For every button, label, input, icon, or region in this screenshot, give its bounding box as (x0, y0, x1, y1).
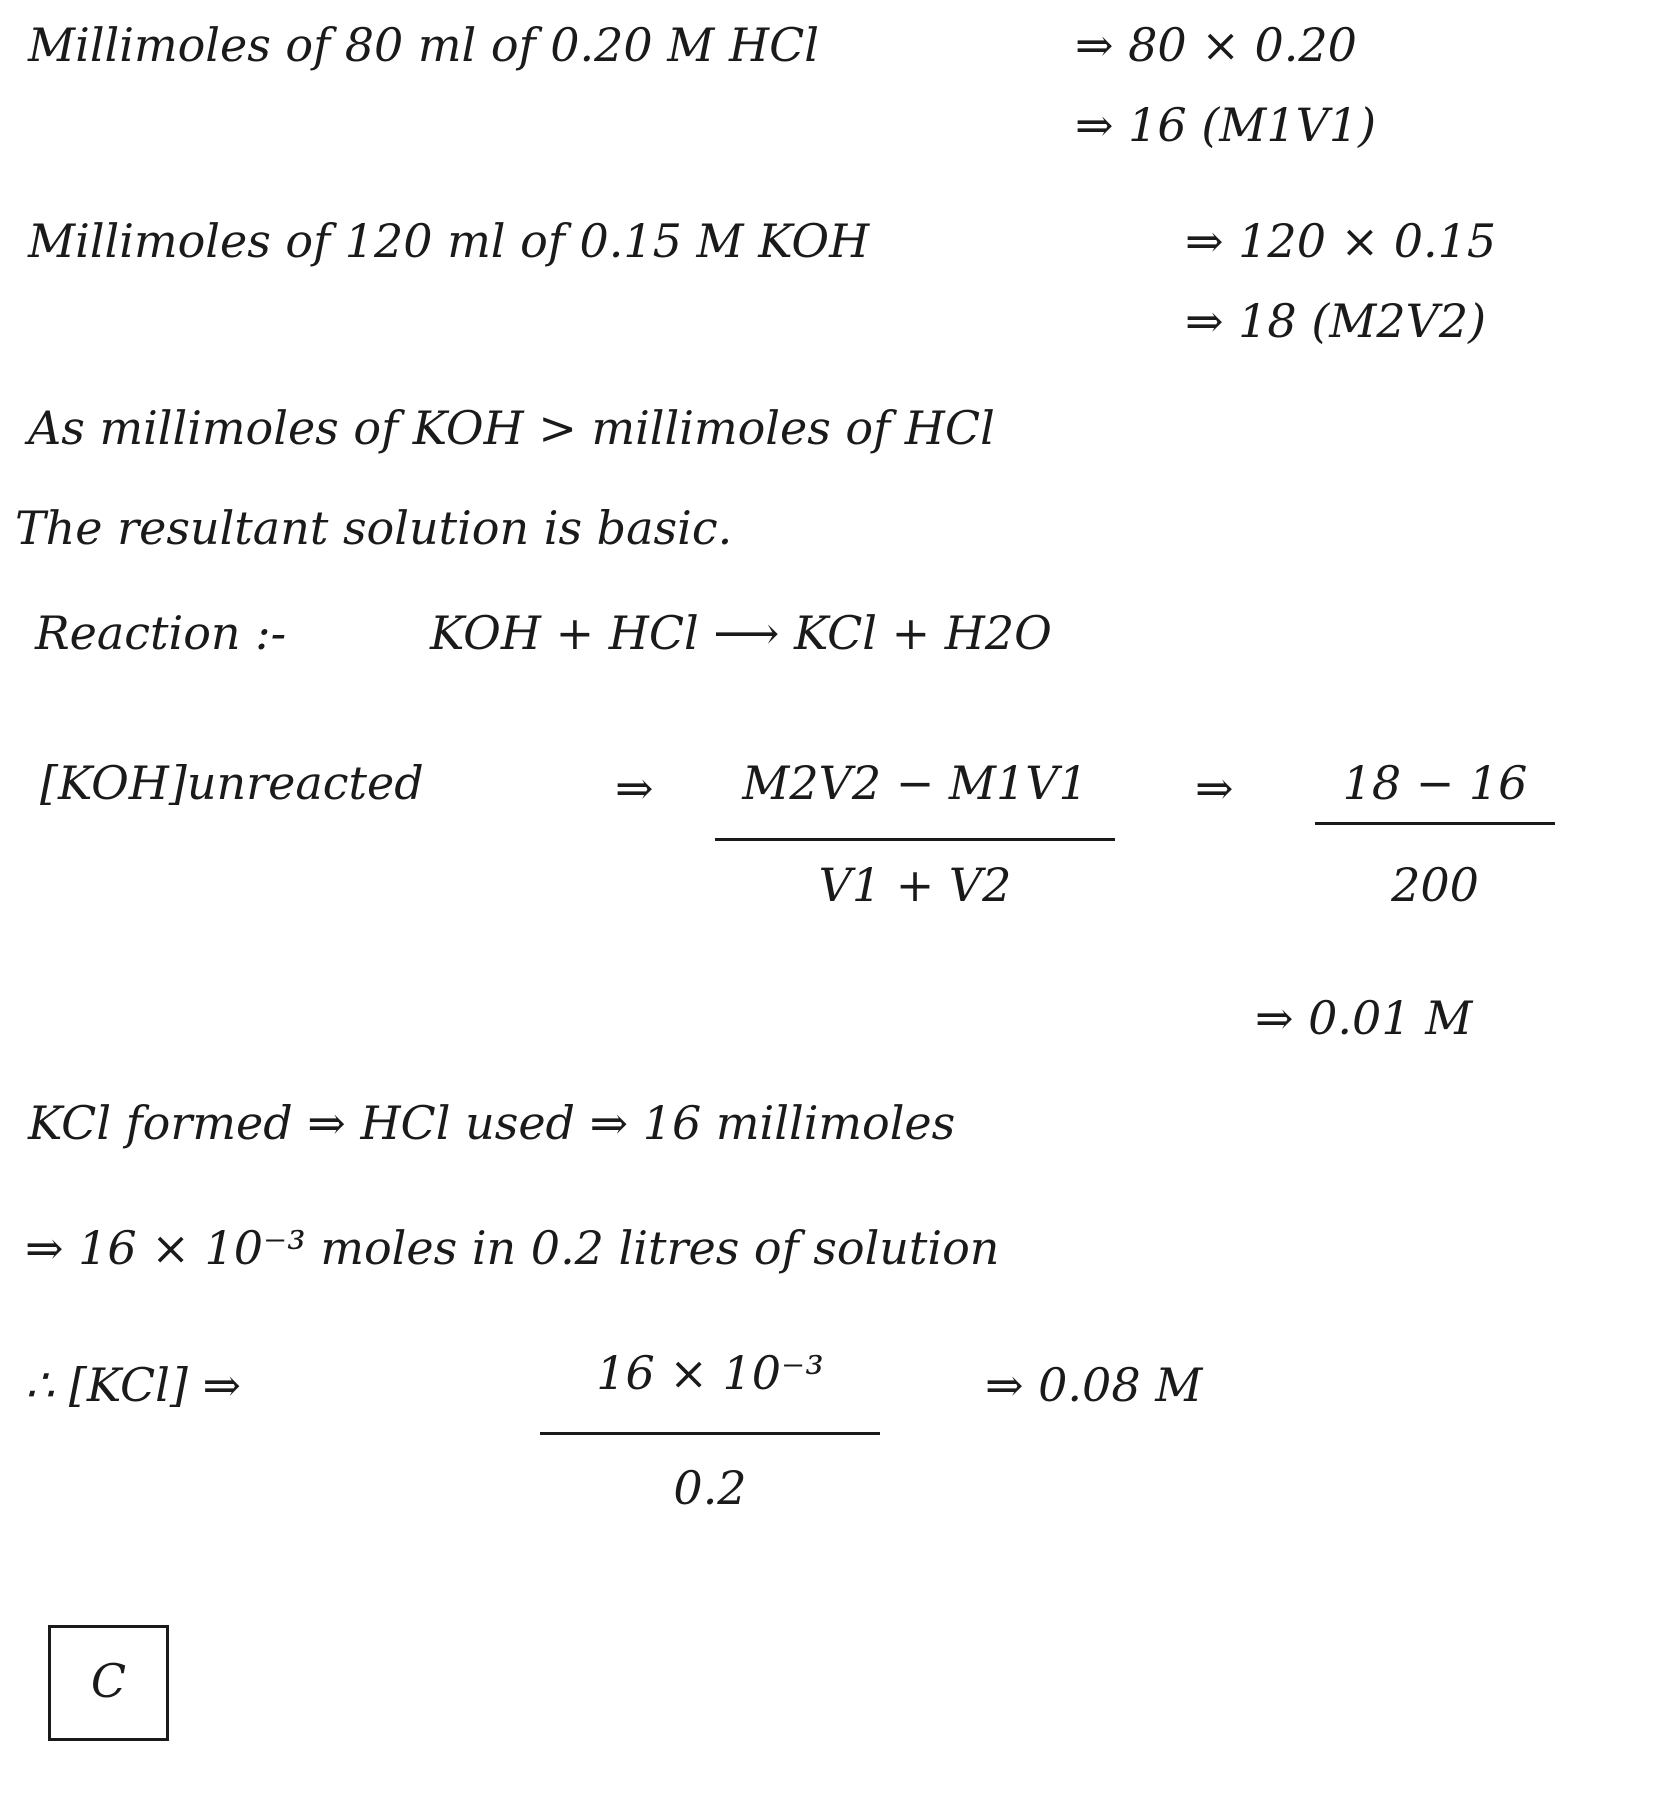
comparison-line: As millimoles of KOH > millimoles of HCl (28, 401, 995, 455)
answer-box (48, 1625, 169, 1741)
fraction-denominator: 0.2 (673, 1461, 747, 1515)
fraction-numerator: M2V2 − M1V1 (742, 756, 1088, 810)
answer-letter: C (90, 1654, 127, 1708)
implies-arrow: ⇒ (615, 761, 654, 815)
fraction-bar (1315, 822, 1555, 825)
kcl-concentration-label: ∴ [KCl] ⇒ (25, 1358, 241, 1412)
reaction-equation: KOH + HCl ⟶ KCl + H2O (430, 606, 1052, 660)
moles-in-solution-line: ⇒ 16 × 10⁻³ moles in 0.2 litres of solution (25, 1221, 1000, 1275)
fraction-bar (715, 838, 1115, 841)
line-koh-product: ⇒ 120 × 0.15 (1185, 214, 1497, 268)
line-hcl-result: ⇒ 16 (M1V1) (1075, 98, 1377, 152)
koh-unreacted-label: [KOH]unreacted (40, 756, 424, 810)
fraction-denominator: 200 (1391, 858, 1479, 912)
line-koh-millimoles: Millimoles of 120 ml of 0.15 M KOH (28, 214, 870, 268)
kcl-concentration-result: ⇒ 0.08 M (985, 1358, 1203, 1412)
implies-arrow: ⇒ (1195, 761, 1234, 815)
line-hcl-millimoles: Millimoles of 80 ml of 0.20 M HCl (28, 18, 820, 72)
fraction-numerator: 18 − 16 (1342, 756, 1528, 810)
reaction-label: Reaction :- (35, 606, 287, 660)
fraction-denominator: V1 + V2 (818, 858, 1012, 912)
line-hcl-product: ⇒ 80 × 0.20 (1075, 18, 1357, 72)
koh-concentration-result: ⇒ 0.01 M (1255, 991, 1473, 1045)
basic-conclusion-line: The resultant solution is basic. (15, 501, 733, 555)
kcl-formed-line: KCl formed ⇒ HCl used ⇒ 16 millimoles (28, 1096, 956, 1150)
line-koh-result: ⇒ 18 (M2V2) (1185, 294, 1487, 348)
fraction-bar (540, 1432, 880, 1435)
fraction-numerator: 16 × 10⁻³ (596, 1346, 824, 1400)
